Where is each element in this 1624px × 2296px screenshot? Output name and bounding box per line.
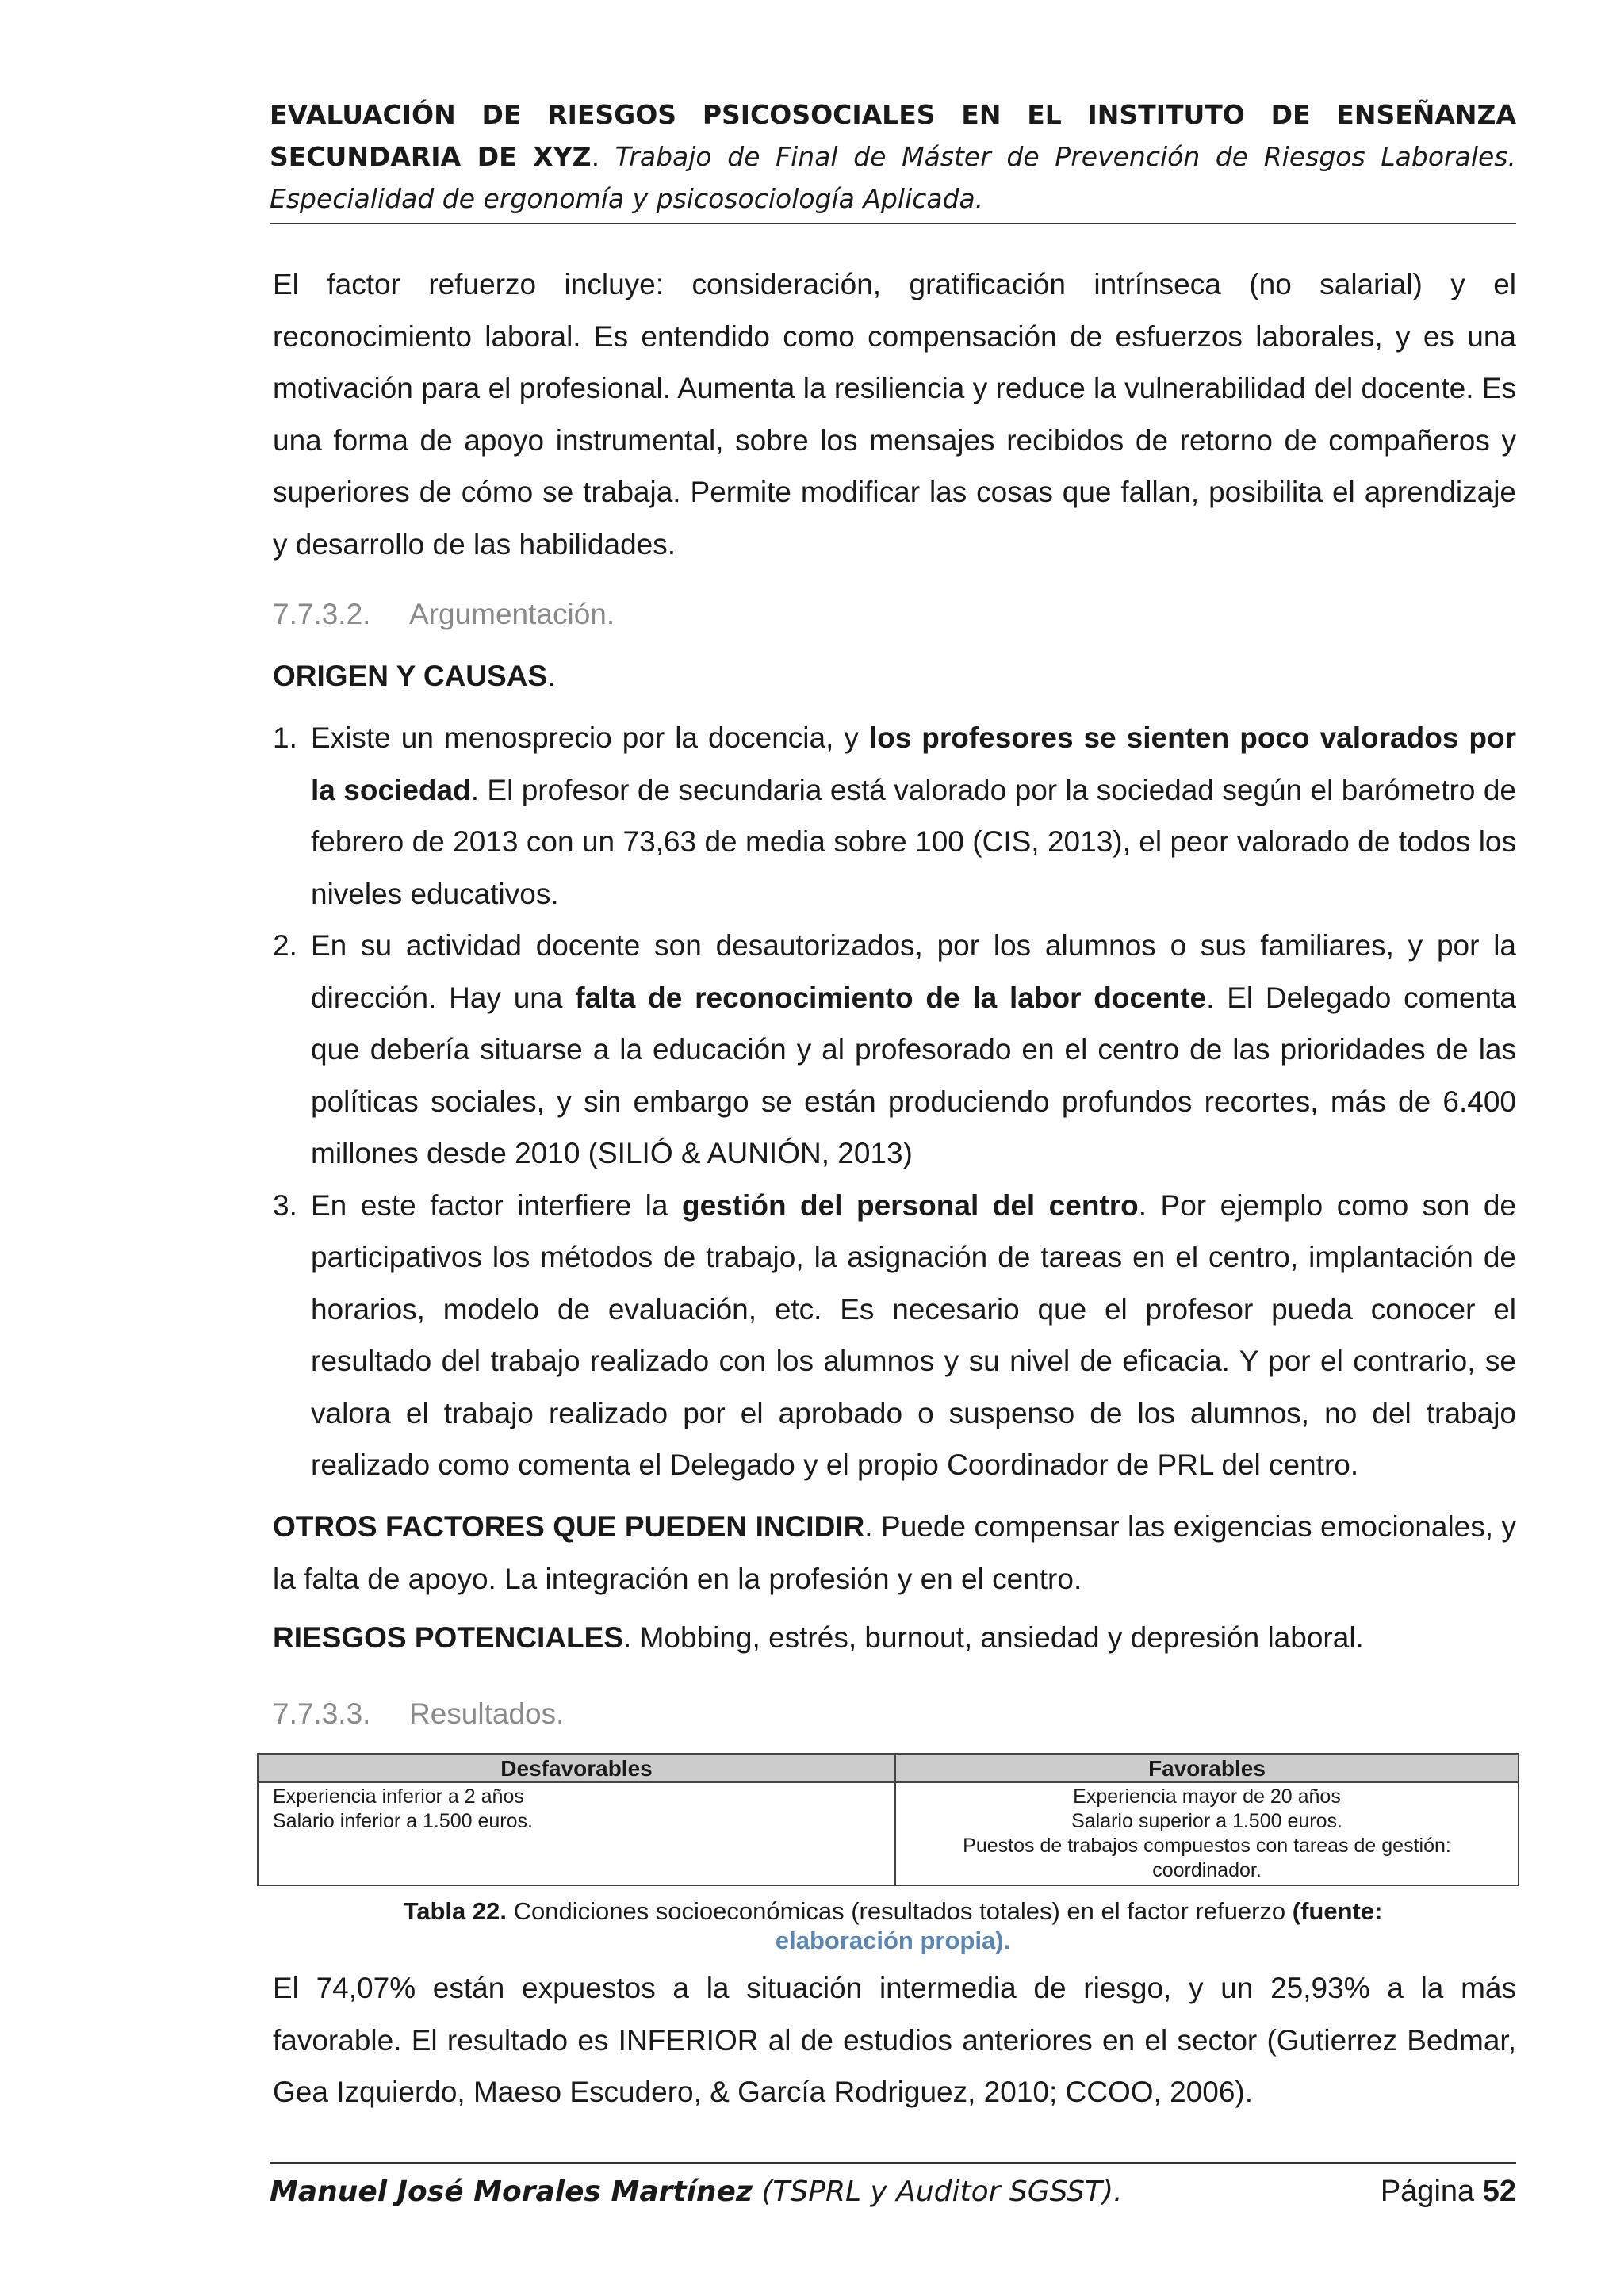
table-caption: [270, 1896, 1516, 1955]
page-number: 52: [1482, 2175, 1516, 2208]
table-cell-line: Salario superior a 1.500 euros.: [1071, 1810, 1342, 1832]
list-item: [273, 1180, 1516, 1491]
table-cell-line: Salario inferior a 1.500 euros.: [273, 1810, 533, 1832]
section-heading-resultados: [273, 1697, 564, 1731]
list-item-text: . El profesor de secundaria está valorado por la sociedad según el barómetro de febrero de 2013 con un 73,63 de media sobre 100 (CIS, 2013), el peor valorado de todos los niveles educativos.: [311, 773, 1517, 910]
otros-text: . Puede compensar las exigencias emocionales, y la falta de apoyo. La integración en la profesión y en el centro.: [273, 1510, 1516, 1595]
table-header-row: [258, 1754, 1519, 1782]
origen-label: ORIGEN Y CAUSAS: [273, 660, 548, 692]
caption-text: Condiciones socioeconómicas (resultados totales) en el factor refuerzo: [506, 1897, 1293, 1925]
caption-source-label: (fuente:: [1292, 1897, 1383, 1925]
section-number: 7.7.3.3.: [273, 1697, 371, 1730]
table-cell-line: Experiencia mayor de 20 años: [1073, 1785, 1341, 1808]
page-footer: [270, 2162, 1516, 2218]
section-title: Argumentación.: [409, 598, 615, 630]
page-number-block: [1381, 2175, 1516, 2209]
list-item-number: 1.: [273, 721, 297, 754]
footer-role: (TSPRL y Auditor SGSST).: [752, 2175, 1123, 2208]
table-cell-line: Experiencia inferior a 2 años: [273, 1785, 524, 1808]
footer-author: Manuel José Morales Martínez: [270, 2175, 753, 2208]
origen-heading: [273, 650, 1516, 702]
list-item-number: 3.: [273, 1188, 297, 1222]
list-item-text: . Por ejemplo como son de participativos los métodos de trabajo, la asignación de tareas en el centro, implantación de horarios, modelo de evaluación, etc. Es necesario que el profesor pueda conocer el resultado del trabajo realizado con los alumnos y su nivel de eficacia. Y por el contrario, se valora el trabajo realizado por el aprobado o suspenso de los alumnos, no del trabajo realizado como comenta el Delegado y el propio Coordinador de PRL del centro.: [311, 1188, 1516, 1481]
unfavorable-cell: [258, 1782, 895, 1885]
column-header-desfavorables: Desfavorables: [258, 1754, 895, 1782]
list-item: [273, 712, 1516, 920]
list-item-text: Existe un menosprecio por la docencia, y: [311, 721, 869, 754]
section-number: 7.7.3.2.: [273, 598, 371, 630]
list-item-number: 2.: [273, 929, 297, 962]
section-heading-argumentacion: [273, 598, 615, 631]
list-item-text: En este factor interfiere la: [311, 1188, 682, 1222]
riesgos-paragraph: [273, 1612, 1516, 1664]
caption-label: Tabla 22.: [403, 1897, 507, 1925]
origen-suffix: .: [547, 660, 556, 692]
otros-factores-paragraph: [273, 1501, 1516, 1605]
riesgos-text: . Mobbing, estrés, burnout, ansiedad y depresión laboral.: [623, 1621, 1364, 1654]
list-item: [273, 920, 1516, 1180]
riesgos-label: RIESGOS POTENCIALES: [273, 1621, 624, 1654]
list-item-text: . El Delegado comenta que debería situarse a la educación y al profesorado en el centro de las prioridades de las políticas sociales, y sin embargo se están produciendo profundos recortes, más de 6.400 millones desde 2010 (SILIÓ & AUNIÓN, 2013): [311, 981, 1516, 1169]
results-paragraph: El 74,07% están expuestos a la situación intermedia de riesgo, y un 25,93% a la más favorable. El resultado es INFERIOR al de estudios anteriores en el sector (Gutierrez Bedmar, Gea Izquierdo, Maeso Escudero, & García Rodriguez, 2010; CCOO, 2006).: [273, 1972, 1516, 2108]
causes-list: [273, 712, 1516, 1491]
caption-source-link[interactable]: elaboración propia).: [775, 1927, 1011, 1954]
list-item-emphasis: gestión del personal del centro: [681, 1188, 1139, 1222]
table-cell-line: Puestos de trabajos compuestos con tareas de gestión: coordinador.: [963, 1835, 1451, 1881]
list-item-emphasis: los profesores se sienten poco valorados por la sociedad: [311, 721, 1516, 806]
list-item-emphasis: falta de reconocimiento de la labor docente: [575, 981, 1207, 1014]
favorable-cell: [895, 1782, 1519, 1885]
header-subtitle: Trabajo de Final de Máster de Prevención de Riesgos Laborales. Especialidad de ergonomía y psicosociología Aplicada.: [270, 141, 1516, 214]
otros-label: OTROS FACTORES QUE PUEDEN INCIDIR: [273, 1510, 865, 1543]
section-title: Resultados.: [409, 1697, 565, 1730]
table-row: [258, 1782, 1519, 1885]
footer-author-block: [270, 2175, 1123, 2208]
header-separator: .: [591, 141, 615, 172]
column-header-favorables: Favorables: [895, 1754, 1519, 1782]
intro-paragraph: El factor refuerzo incluye: consideración, gratificación intrínseca (no salarial) y el reconocimiento laboral. Es entendido como compensación de esfuerzos laborales, y es una motivación para el profesional. Aumenta la resiliencia y reduce la vulnerabilidad del docente. Es una forma de apoyo instrumental, sobre los mensajes recibidos de retorno de compañeros y superiores de cómo se trabaja. Permite modificar las cosas que fallan, posibilita el aprendizaje y desarrollo de las habilidades.: [273, 268, 1516, 561]
header-title: EVALUACIÓN DE RIESGOS PSICOSOCIALES EN EL INSTITUTO DE ENSEÑANZA SECUNDARIA DE XYZ: [270, 99, 1516, 172]
page-label: Página: [1380, 2175, 1483, 2208]
list-item-text: En su actividad docente son desautorizados, por los alumnos o sus familiares, y por la dirección. Hay una: [311, 929, 1516, 1014]
running-header: [270, 94, 1516, 224]
results-table: [257, 1753, 1519, 1886]
